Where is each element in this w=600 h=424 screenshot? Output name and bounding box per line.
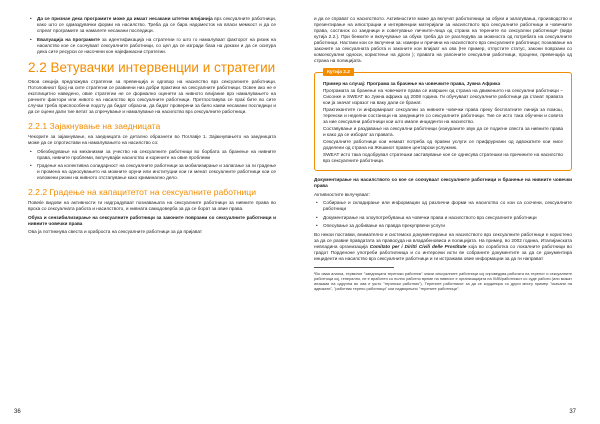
bullet-item [314,223,572,229]
page-number: 37 [569,409,576,415]
right-page [300,0,600,424]
bullet-item [28,163,276,181]
bullet-bold-lead: Да се признае дека програмите може да имаат несакани штетни влијанија [37,16,213,21]
bullet-item [28,149,276,161]
box-paragraph: Практикантите ги информираат сексуални за нивните човечки права преку бесплатните линија за помош, теренски и неделни состаноци на заедниците со сексуалните работници. Тие се исто така обучени и совета за ние сексуални работници кои што имале инциденти на насилство. [323,107,563,124]
bullet-icon: • [316,200,318,205]
box-title: Пример на случај: Програма за брачење на човечките права, Јужна Африка [323,81,501,86]
bullet-icon: • [30,163,32,168]
case-study-box [314,69,572,171]
bullet-bold-lead: Евалуација на програмите [37,36,100,42]
bullet-icon: • [316,223,318,228]
bullet-text: Собирање и складирање или информации од различни форми на насилство со кои са соочени, сексуалните работници [323,200,572,211]
bullet-item [28,37,276,55]
right-column [314,16,572,291]
documentation-heading: Документирање на насилството со кое се соочуваат сексуалните работници и бранење на нивните човечки права [314,177,572,188]
paragraph-continued: Ова ја поттикнува свеста и храброста на сексуалните работници за да пријават [28,229,202,234]
bullet-text: за идентификација на стратегии го што го намалуваат факторот на ризик на насилство кое се соочуваат сексуалните работници, со цел да се изгради база на докази и да се осигура дека сите ресурси се насочени кон најефикасни стратегии. [37,36,276,54]
box-paragraph: Составување и раздавање на сексуални работници (изнураните звук да се подигне свеста за нивните права и како да се изборат за правата. [323,126,563,137]
box-paragraph: SWEAT исто така подобрувал стратешки заставување кое се однесува стратешки на причините на насилство врз сексуалните работници. [323,152,563,163]
bullet-text: Обезбедување на механизми за учество на сексуалните работници во борбата за бранење на нивните права, нивните проблеми, вклучувајќи насилство и корените на овие проблеми [37,148,276,160]
bullet-text: врз сексуалните работници, како што се одмаздувачки форми на насилство. Треба да се бара надоместок на власи мемкост и да се спреат програмите за намалете несакани последици. [37,16,277,33]
box-label: Кутија 2.2 [323,68,354,76]
bullet-text: Градење на колективна солидарност на сексуалните работници за мобилизирање и залагање за ги градење и промена на односувањето на можните оруни или институции кои ги менат сексуалните работници кои се изложени ризни на нивното отстапување како криминално дело. [37,163,276,180]
bullet-text: Документирање на злоупотребувања на човечки права и насилството врз сексуалните работници [323,214,537,220]
continued-paragraph: и да се справат со насилството. Активностите може да вклучат работилници за обуки и залагувања, производство и презентирање на илюстрации и интервенции материјали за насилството врз сексуалните работници и човечките права, состанок со заедници и советување личните-лица од страна на терените во сексуални работници¹ (види кутија 2.2.). При бенките и вклучување за обука треба да се разгледува за можноста од потребата на сексуалните работници. Настани кои се вклучени за: измери и причини на насилството врз сексуалните работници; познавање на законите за сексуалната работа и законите кои влијаат на ова (Не пример, отпустите статус, закони поврзани со комсексуални односи, користење на дроги ); правата на уапсените сексуални работници, процени, превенција од страна на полицијата. [314,16,572,63]
bold-subheading: Обука и сензибилизирање на сексуалните работници за законите поврзани со сексуалните работници и нивните човечки права [28,214,276,226]
left-column [28,16,276,238]
box-paragraph: Сексуалните работници кои немаат потреба од правни услуги се прифрурнани од адвокатите кои нисе доделени од страна на Жешкиот правен центарски услужник. [323,139,563,150]
documentation-text-start: Во некои поставки, внимателно и системско документирање на насилството врз сексуалните работници е користено за да се развие правдатата за правосуда на владабеновиса и полицијата. На пример, во 2002 година, Италијанската невладина организација [314,231,572,249]
page-number: 36 [14,409,21,415]
documentation-intro: Активностите вклучуваат: [314,191,371,197]
footnote-divider [314,267,394,268]
bullet-text: Опесување за добивање на правда прекупрвени услуги [323,223,445,228]
subsection-text: Повеќе видови на активности ги надградуваат познавањата на сексуалните работници за нивните права во врска со сексуалната работа и насилството, и нивната самодоверба за да се борат за овие права. [28,200,276,211]
bullet-icon: • [30,16,32,21]
footnote: ¹Во оваа алатка, терминот "заедницата теренски работник" значи сексуалните работници кој спроведува работата на теренот и сексуалните работници кој, генерално, не е вработен со полно работно време на нивниот е организацијата на ХИВ/работникот со суде работи (или можат инаками на одручна во ова е ушто "терински работник"). Терените работникот за да се кординира со други многу пример "скачани на адвокати", "работник терено работници" кои надворешно "терените работници". [314,270,572,291]
box-paragraph: Програмата за бранење на човечките права се извршен од страна на движењето на сексуални работници – Сисонке и SWEAT во Јужна африка од 2008 година. Ги обучуваат сексуалните работници да станат правата кои ја значат изразот на ваку дали се бранат. [323,88,563,105]
section-intro: Овоа секција предложува стратегии за превенција и одговор на насилство врз сексуалните работници. Потоловниот број на сите стратегии се развиени низ добри практики на сексуалните работници. Освен ако не е експлицитно наведено, овие стратегии не се формално оценети за нивното влијание врз намалувањето на рачните фактори или нивото на насилство врз сексуалните работници. Претпоставува се праќ бите во сите случаи треба приспособени подоту да бидат обрасни, да бидат проверени за било какви несакани последици и да се оцени дали тие ветат за спречување и намалување на насилство врз сексуалните работници. [28,79,276,114]
bullet-icon: • [30,36,32,42]
bullet-item [314,215,572,221]
documentation-text-end: која во соработка со локалните работници во градот Порденоне употреби работилница и со интерсеки исти ве собраните документите за да се документира инциденти на насилство врз сексуалните работници и ги истражава овие информации за да ги направат [314,243,572,261]
bullet-icon: • [30,148,32,154]
documentation-text [314,232,572,262]
organization-name: Comitato per i Diritti Civili delle Prostitute [369,243,467,249]
section-heading: 2.2 Ветувачки интервенции и стратегии [28,59,276,75]
subsection-heading-capacity: 2.2.2 Градење на капацитетот на сексуалните работници [28,187,257,197]
subsection-heading-community: 2.2.1 Зајакнување на заедницата [28,121,161,131]
bullet-item [314,200,572,212]
bullet-icon: • [316,214,318,220]
subsection-text: Чекорите за зајакнување, на заедницата се детално образнети во Поглавје 1. Зајакнувањето на заедницата може да се спротистави на намалувањето на насилство со: [28,134,276,145]
bullet-item [28,16,276,34]
